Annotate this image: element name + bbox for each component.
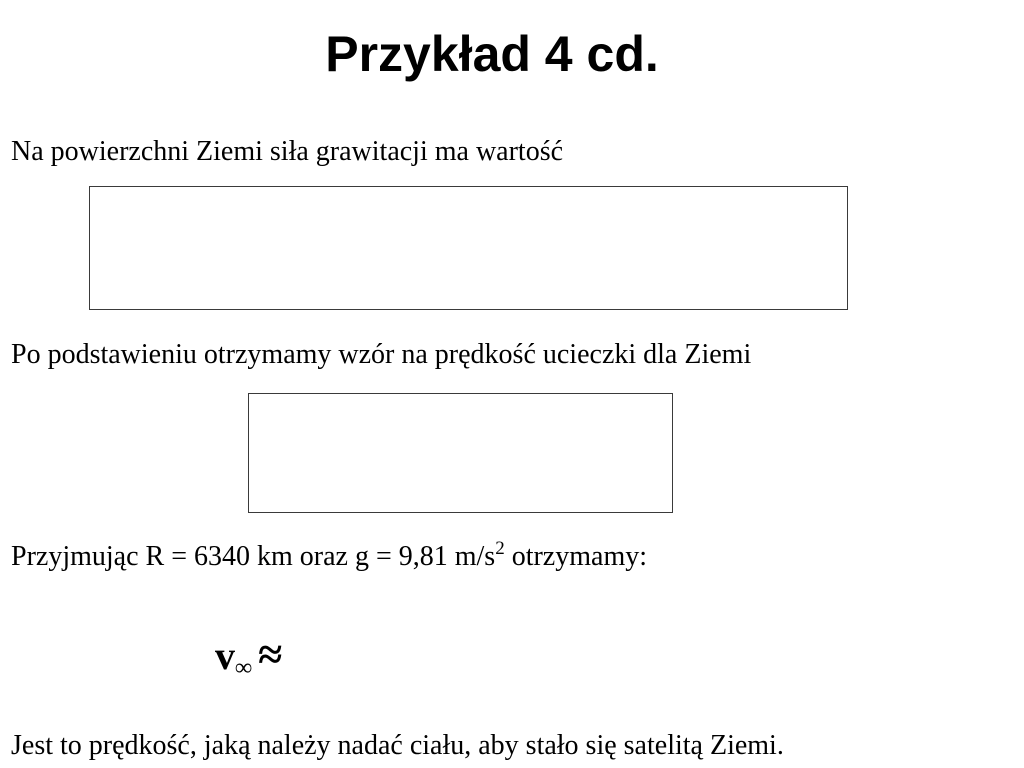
conclusion-text: Jest to prędkość, jaką należy nadać ciału, aby stało się satelitą Ziemi. [11,730,784,761]
assumption-text-end: otrzymamy: [504,541,647,572]
assumption-exponent: 2 [495,538,505,559]
velocity-symbol: v [215,633,235,678]
infinity-subscript: ∞ [235,655,253,681]
surface-gravity-text: Na powierzchni Ziemi siła grawitacji ma wartość [11,136,564,167]
escape-velocity-result [215,630,282,681]
approximately-equal-symbol: ≈ [258,630,283,679]
escape-velocity-formula-placeholder [248,393,673,513]
assumption-text [11,539,647,575]
slide-title: Przykład 4 cd. [325,26,659,82]
gravity-formula-placeholder [89,186,848,310]
substitution-text: Po podstawieniu otrzymamy wzór na prędkość ucieczki dla Ziemi [11,339,752,370]
assumption-text-main: Przyjmując R = 6340 km oraz g = 9,81 m/s [11,541,496,572]
